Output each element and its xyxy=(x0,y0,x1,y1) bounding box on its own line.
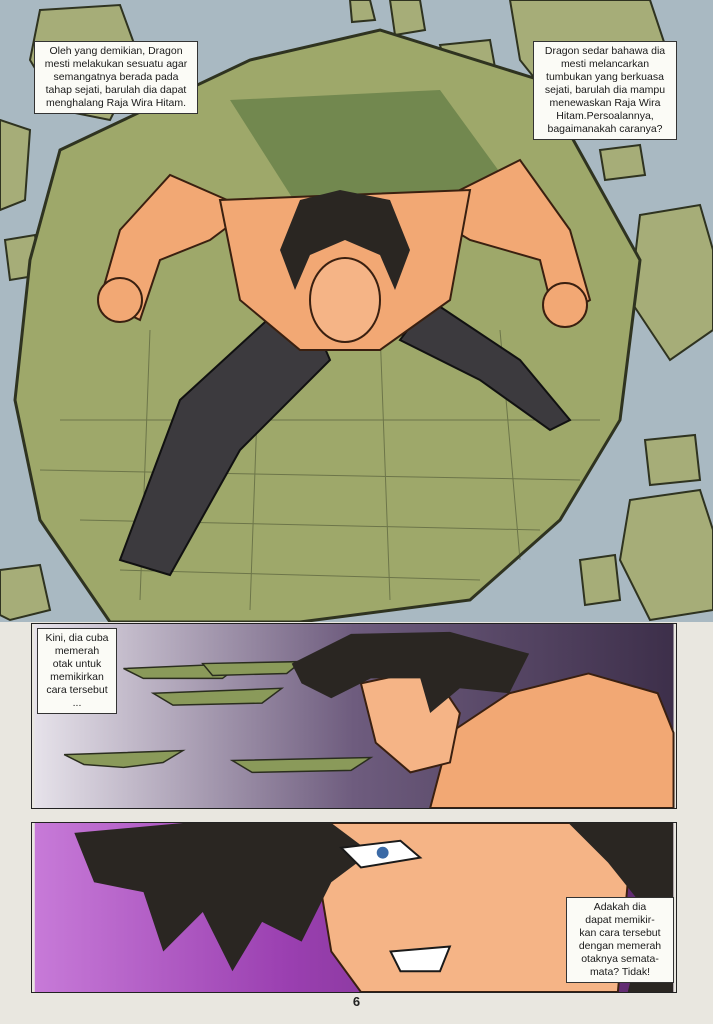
panel-warrior-closeup xyxy=(31,822,677,993)
warrior-face xyxy=(310,258,380,342)
caption-top-right: Dragon sedar bahawa dia mesti melancarkan tumbukan yang berkuasa sejati, barulah dia mampu menewaskan Raja Wira Hitam.Persoalannya, bagaimanakah caranya? xyxy=(533,41,677,140)
caption-top-left: Oleh yang demikian, Dragon mesti melakukan sesuatu agar semangatnya berada pada tahap sejati, barulah dia dapat menghalang Raja Wira Hitam. xyxy=(34,41,198,114)
warrior-left-fist xyxy=(98,278,142,322)
page-number: 6 xyxy=(352,994,361,1009)
warrior-mouth xyxy=(391,947,450,972)
panel-warrior-profile xyxy=(31,623,677,809)
caption-middle-left: Kini, dia cuba memerah otak untuk memikirkan cara tersebut ... xyxy=(37,628,117,714)
warrior-right-fist xyxy=(543,283,587,327)
caption-bottom-right: Adakah dia dapat memikir- kan cara tersebut dengan memerah otaknya semata- mata? Tidak! xyxy=(566,897,674,983)
warrior-profile-illustration xyxy=(32,624,676,808)
